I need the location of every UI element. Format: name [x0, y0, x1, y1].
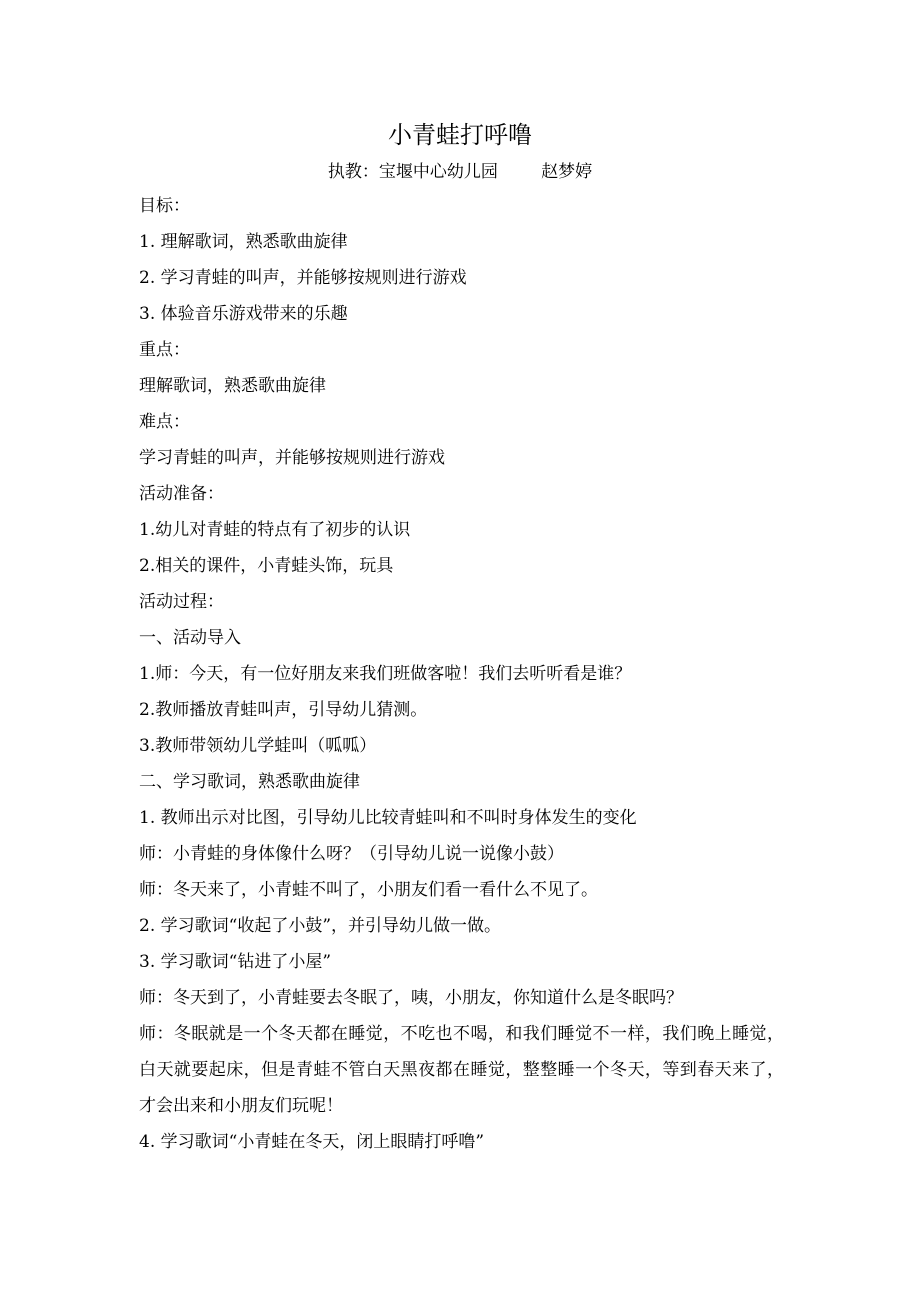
process-item: 1. 教师出示对比图，引导幼儿比较青蛙叫和不叫时身体发生的变化 [139, 808, 637, 828]
document-body [139, 188, 784, 1160]
process-item: 2.教师播放青蛙叫声，引导幼儿猜测。 [139, 700, 428, 720]
difficulty-text: 学习青蛙的叫声，并能够按规则进行游戏 [139, 448, 445, 468]
process-item: 3. 学习歌词“钻进了小屋” [139, 952, 332, 972]
goal-item: 3. 体验音乐游戏带来的乐趣 [139, 304, 348, 324]
section-heading-intro: 一、活动导入 [139, 628, 241, 648]
goal-item: 2. 学习青蛙的叫声，并能够按规则进行游戏 [139, 268, 467, 288]
dialogue-line: 师：小青蛙的身体像什么呀？（引导幼儿说一说像小鼓） [139, 844, 564, 864]
heading-key-point: 重点： [139, 340, 190, 360]
document-title: 小青蛙打呼噜 [388, 121, 532, 149]
key-point-text: 理解歌词，熟悉歌曲旋律 [139, 376, 326, 396]
dialogue-line: 师：冬天来了，小青蛙不叫了，小朋友们看一看什么不见了。 [139, 880, 598, 900]
process-item: 3.教师带领幼儿学蛙叫（呱呱） [139, 736, 377, 756]
process-item: 1.师：今天，有一位好朋友来我们班做客啦！我们去听听看是谁？ [139, 664, 632, 684]
document-subtitle: 执教：宝堰中心幼儿园 赵梦婷 [327, 162, 593, 182]
heading-process: 活动过程： [139, 592, 224, 612]
section-heading-lyrics: 二、学习歌词，熟悉歌曲旋律 [139, 772, 360, 792]
dialogue-line: 师：冬天到了，小青蛙要去冬眠了，咦，小朋友，你知道什么是冬眠吗？ [139, 988, 683, 1008]
dialogue-paragraph: 师：冬眠就是一个冬天都在睡觉，不吃也不喝，和我们睡觉不一样，我们晚上睡觉，白天就要起床，但是青蛙不管白天黑夜都在睡觉，整整睡一个冬天，等到春天来了，才会出来和小朋友们玩呢！ [139, 1024, 784, 1116]
preparation-item: 2.相关的课件，小青蛙头饰，玩具 [139, 556, 394, 576]
heading-difficulty: 难点： [139, 412, 190, 432]
heading-preparation: 活动准备： [139, 484, 224, 504]
goal-item: 1. 理解歌词，熟悉歌曲旋律 [139, 232, 348, 252]
process-item: 2. 学习歌词“收起了小鼓”，并引导幼儿做一做。 [139, 916, 502, 936]
preparation-item: 1.幼儿对青蛙的特点有了初步的认识 [139, 520, 411, 540]
process-item: 4. 学习歌词“小青蛙在冬天，闭上眼睛打呼噜” [139, 1132, 485, 1152]
heading-goals: 目标： [139, 196, 190, 216]
